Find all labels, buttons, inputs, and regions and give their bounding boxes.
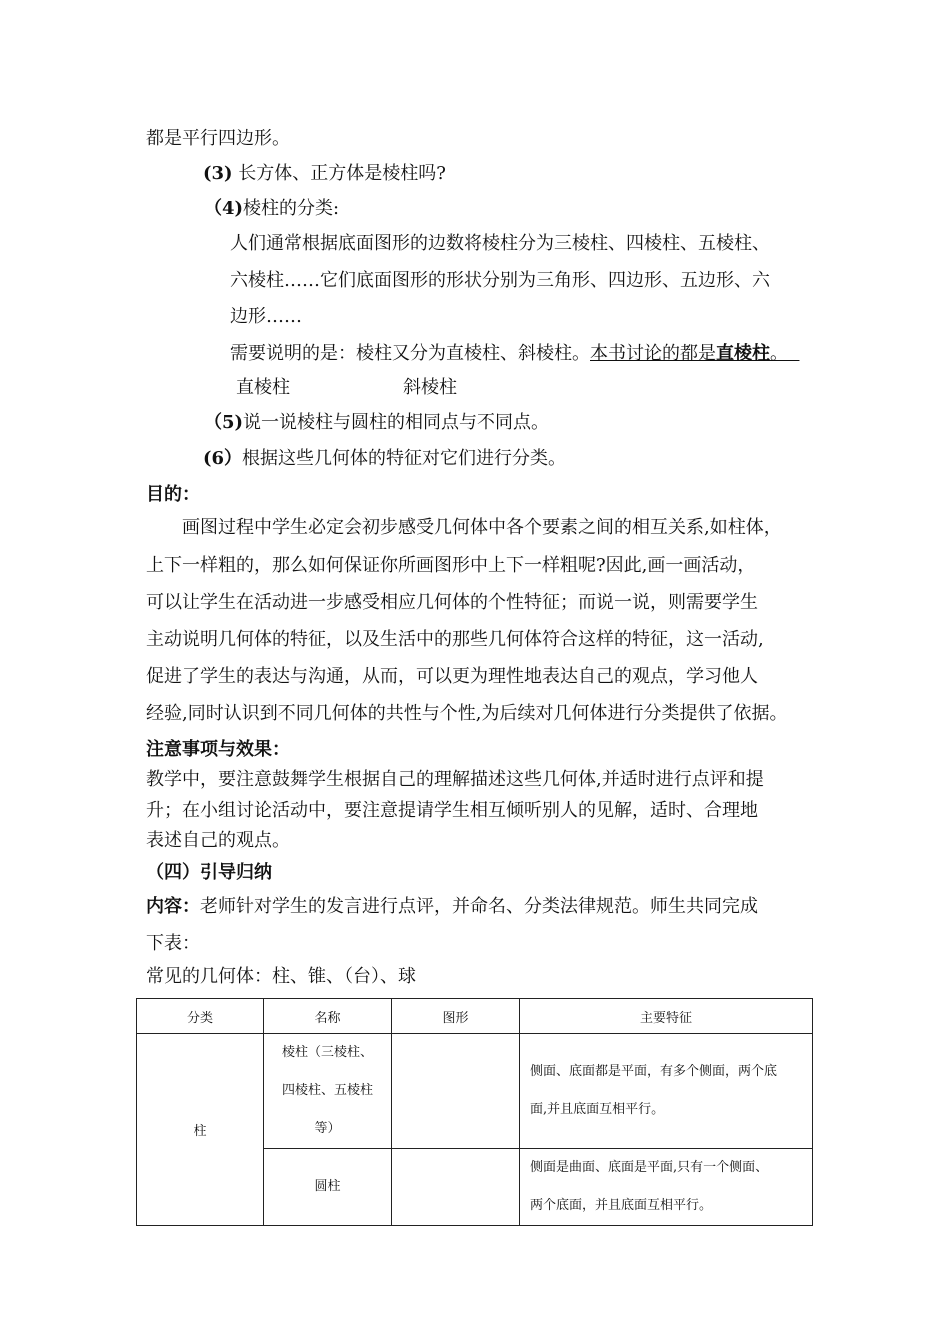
figure-caption-right-prism: 直棱柱 [236, 377, 290, 398]
table-header-row [137, 999, 813, 1034]
question-6 [203, 448, 566, 470]
feature-line: 两个底面，并且底面互相平行。 [530, 1198, 713, 1213]
header-cell: 主要特征 [520, 999, 813, 1034]
name-line: 圆柱 [314, 1179, 341, 1194]
feature-cell [520, 1149, 813, 1226]
header-cell: 图形 [392, 999, 520, 1034]
emphasis-term: 直棱柱 [716, 343, 770, 364]
shape-cell [392, 1149, 520, 1226]
header-cell: 分类 [137, 999, 264, 1034]
paragraph-line: 升；在小组讨论活动中，要注意提请学生相互倾听别人的见解，适时、合理地 [146, 800, 758, 821]
paragraph-line: 教学中，要注意鼓舞学生根据自己的理解描述这些几何体,并适时进行点评和提 [146, 769, 764, 790]
item-number: (3) [203, 163, 233, 184]
item-text: 长方体、正方体是棱柱吗? [238, 163, 446, 184]
question-5 [204, 412, 549, 434]
figure-caption-oblique-prism: 斜棱柱 [403, 377, 457, 398]
header-cell: 名称 [264, 999, 392, 1034]
heading-section-four: （四）引导归纳 [146, 862, 272, 883]
paragraph-line: 促进了学生的表达与沟通，从而，可以更为理性地表达自己的观点，学习他人 [146, 666, 758, 687]
question-3 [203, 163, 446, 185]
category-cell: 柱 [137, 1034, 264, 1226]
paragraph-line: 表述自己的观点。 [146, 830, 290, 851]
item-text: 棱柱的分类: [243, 198, 340, 219]
item-text: 说一说棱柱与圆柱的相同点与不同点。 [243, 412, 550, 433]
heading-purpose: 目的： [146, 484, 200, 505]
paragraph-line: 经验,同时认识到不同几何体的共性与个性,为后续对几何体进行分类提供了依据。 [146, 703, 788, 724]
feature-cell [520, 1034, 813, 1149]
underline-end: 。 [770, 343, 788, 364]
text-line: 六棱柱……它们底面图形的形状分别为三角形、四边形、五边形、六 [230, 270, 770, 291]
content-text: 老师针对学生的发言进行点评，并命名、分类法律规范。师生共同完成 [200, 896, 758, 917]
text-line [230, 343, 799, 365]
text-line: 边形…… [230, 306, 302, 327]
paragraph-line: 主动说明几何体的特征，以及生活中的那些几何体符合这样的特征，这一活动, [146, 629, 764, 650]
question-4 [204, 198, 339, 220]
paragraph-line: 可以让学生在活动进一步感受相应几何体的个性特征；而说一说，则需要学生 [146, 592, 758, 613]
underline-part: 本书讨论的都是 [590, 343, 716, 364]
feature-line: 面,并且底面互相平行。 [530, 1102, 665, 1117]
content-label: 内容： [146, 896, 200, 917]
name-line: 等） [314, 1121, 341, 1136]
item-number: (6） [203, 448, 243, 469]
text-line: 都是平行四边形。 [146, 128, 290, 149]
paragraph-line: 上下一样粗的，那么如何保证你所画图形中上下一样粗呢?因此,画一画活动， [146, 555, 756, 576]
heading-notes: 注意事项与效果： [146, 739, 290, 760]
feature-line: 侧面是曲面、底面是平面,只有一个侧面、 [530, 1160, 769, 1175]
shape-cell [392, 1034, 520, 1149]
paragraph-line: 常见的几何体：柱、锥、（台）、球 [146, 966, 416, 987]
item-text: 根据这些几何体的特征对它们进行分类。 [242, 448, 567, 469]
name-cell [264, 1149, 392, 1226]
paragraph-line: 下表： [146, 933, 200, 954]
underlined-text [590, 343, 799, 364]
paragraph-line: 画图过程中学生必定会初步感受几何体中各个要素之间的相互关系,如柱体， [182, 517, 782, 538]
table-row [137, 1034, 813, 1149]
note-text: 需要说明的是：棱柱又分为直棱柱、斜棱柱。 [230, 343, 590, 364]
feature-line: 侧面、底面都是平面，有多个侧面，两个底 [530, 1064, 778, 1079]
name-line: 棱柱（三棱柱、 [281, 1045, 373, 1060]
text-line: 人们通常根据底面图形的边数将棱柱分为三棱柱、四棱柱、五棱柱、 [230, 233, 770, 254]
name-cell [264, 1034, 392, 1149]
geometry-features-table [136, 998, 813, 1226]
item-number: （4) [204, 198, 244, 219]
item-number: （5) [204, 412, 244, 433]
content-line [146, 896, 758, 918]
name-line: 四棱柱、五棱柱 [281, 1083, 373, 1098]
